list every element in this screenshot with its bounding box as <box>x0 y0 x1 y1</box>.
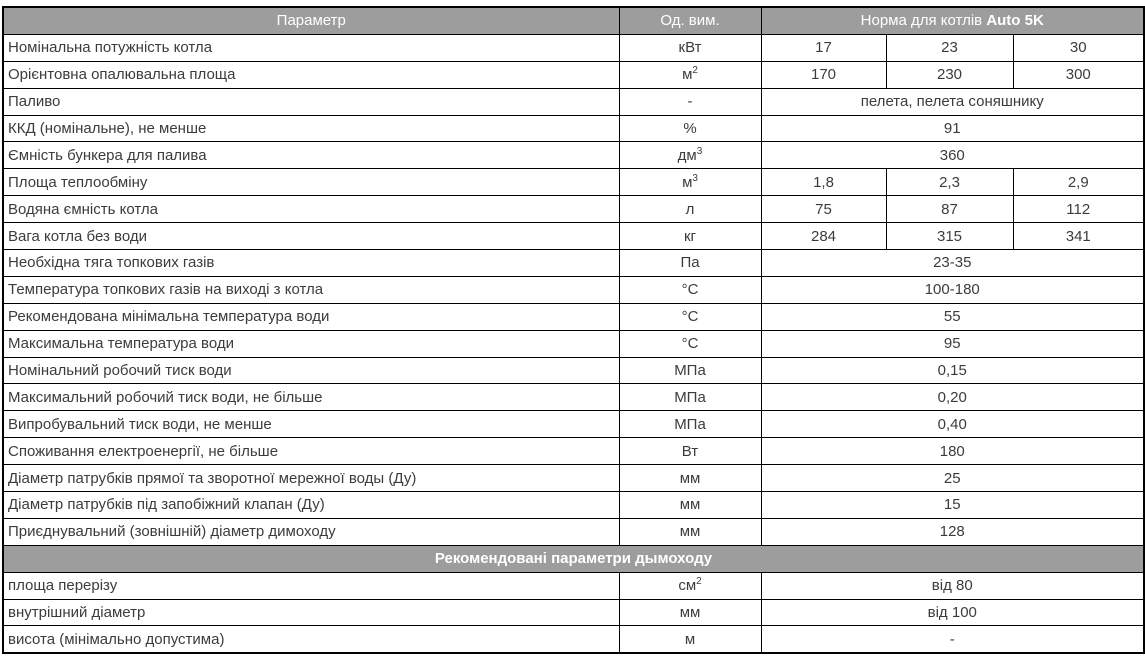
unit-cell <box>619 34 761 61</box>
unit-superscript: 3 <box>692 172 698 184</box>
unit-text: кг <box>683 227 697 245</box>
unit-text: МПа <box>674 362 706 380</box>
value-cell: 341 <box>1013 223 1144 250</box>
value-cell: 25 <box>761 465 1144 492</box>
unit-cell <box>619 250 761 277</box>
header-unit: Од. вим. <box>619 7 761 34</box>
unit-text: л <box>685 200 695 218</box>
unit-text: м <box>682 66 693 84</box>
unit-text: МПа <box>674 388 706 406</box>
value-cell: 360 <box>761 142 1144 169</box>
unit-text: мм <box>679 496 701 514</box>
boiler-spec-table <box>2 6 1145 654</box>
unit-superscript: 3 <box>696 145 703 157</box>
table-row <box>3 115 1144 142</box>
unit-text: см <box>678 577 697 595</box>
unit-cell <box>619 518 761 545</box>
section-header-cell: Рекомендовані параметри дымоходу <box>3 545 1144 572</box>
table-row <box>3 88 1144 115</box>
parameter-cell: Номінальний робочий тиск води <box>3 357 619 384</box>
value-cell: 91 <box>761 115 1144 142</box>
unit-cell <box>619 492 761 519</box>
parameter-cell: ККД (номінальне), не менше <box>3 115 619 142</box>
value-cell: 15 <box>761 492 1144 519</box>
table-row <box>3 330 1144 357</box>
parameter-cell: Номінальна потужність котла <box>3 34 619 61</box>
unit-text: Вт <box>681 442 699 460</box>
value-cell: 2,3 <box>886 169 1013 196</box>
value-cell: 55 <box>761 303 1144 330</box>
unit-text: м <box>682 173 693 191</box>
unit-cell <box>619 303 761 330</box>
unit-cell <box>619 465 761 492</box>
table-row <box>3 572 1144 599</box>
unit-text: МПа <box>674 415 706 433</box>
parameter-cell: Максимальна температура води <box>3 330 619 357</box>
unit-text: кВт <box>678 39 702 57</box>
unit-cell <box>619 142 761 169</box>
parameter-cell: Ємність бункера для палива <box>3 142 619 169</box>
table-row <box>3 276 1144 303</box>
unit-cell <box>619 276 761 303</box>
table-row <box>3 357 1144 384</box>
value-cell: 100-180 <box>761 276 1144 303</box>
table-row <box>3 492 1144 519</box>
parameter-cell: Водяна ємність котла <box>3 196 619 223</box>
table-header-row <box>3 7 1144 34</box>
unit-superscript: 2 <box>692 65 698 77</box>
parameter-cell: Приєднувальний (зовнішній) діаметр димоходу <box>3 518 619 545</box>
value-cell: 30 <box>1013 34 1144 61</box>
parameter-cell: площа перерізу <box>3 572 619 599</box>
header-parameter: Параметр <box>3 7 619 34</box>
table-row <box>3 223 1144 250</box>
table-row <box>3 518 1144 545</box>
unit-cell <box>619 599 761 626</box>
unit-text: °С <box>681 281 699 299</box>
parameter-cell: Площа теплообміну <box>3 169 619 196</box>
unit-cell <box>619 330 761 357</box>
table-row <box>3 411 1144 438</box>
value-cell: 17 <box>761 34 886 61</box>
unit-cell <box>619 88 761 115</box>
unit-text: мм <box>679 469 701 487</box>
value-cell: пелета, пелета соняшнику <box>761 88 1144 115</box>
value-cell: 128 <box>761 518 1144 545</box>
unit-superscript: 2 <box>696 576 702 588</box>
table-row <box>3 303 1144 330</box>
table-body <box>3 34 1144 653</box>
table-row <box>3 626 1144 653</box>
value-cell: 180 <box>761 438 1144 465</box>
header-norm-prefix: Норма для котлів <box>860 12 987 30</box>
unit-text: мм <box>679 604 701 622</box>
table-row <box>3 196 1144 223</box>
table-row <box>3 250 1144 277</box>
parameter-cell: Випробувальний тиск води, не менше <box>3 411 619 438</box>
unit-cell <box>619 61 761 88</box>
unit-cell <box>619 626 761 653</box>
parameter-cell: Діаметр патрубків під запобіжний клапан (Ду) <box>3 492 619 519</box>
value-cell: 2,9 <box>1013 169 1144 196</box>
unit-text: дм <box>677 146 697 164</box>
parameter-cell: Температура топкових газів на виході з котла <box>3 276 619 303</box>
table-row <box>3 465 1144 492</box>
value-cell: 0,15 <box>761 357 1144 384</box>
value-cell: 315 <box>886 223 1013 250</box>
table-row <box>3 61 1144 88</box>
value-cell: від 100 <box>761 599 1144 626</box>
parameter-cell: Максимальний робочий тиск води, не більше <box>3 384 619 411</box>
unit-text: °С <box>681 335 699 353</box>
value-cell: 1,8 <box>761 169 886 196</box>
unit-text: °С <box>681 308 699 326</box>
value-cell: від 80 <box>761 572 1144 599</box>
parameter-cell: Орієнтовна опалювальна площа <box>3 61 619 88</box>
value-cell: 0,40 <box>761 411 1144 438</box>
value-cell: 284 <box>761 223 886 250</box>
header-norm <box>761 7 1144 34</box>
parameter-cell: Діаметр патрубків прямої та зворотної мережної воды (Ду) <box>3 465 619 492</box>
parameter-cell: Паливо <box>3 88 619 115</box>
table-row <box>3 142 1144 169</box>
unit-text: Па <box>680 254 700 272</box>
table-row <box>3 599 1144 626</box>
parameter-cell: Споживання електроенергії, не більше <box>3 438 619 465</box>
value-cell: 23-35 <box>761 250 1144 277</box>
unit-cell <box>619 115 761 142</box>
unit-text: - <box>687 93 693 111</box>
value-cell: 23 <box>886 34 1013 61</box>
unit-cell <box>619 223 761 250</box>
parameter-cell: висота (мінімально допустима) <box>3 626 619 653</box>
value-cell: 300 <box>1013 61 1144 88</box>
unit-cell <box>619 169 761 196</box>
unit-text: % <box>683 120 697 137</box>
unit-cell <box>619 572 761 599</box>
table-row <box>3 34 1144 61</box>
unit-cell <box>619 411 761 438</box>
table-row <box>3 438 1144 465</box>
unit-cell <box>619 384 761 411</box>
unit-cell <box>619 438 761 465</box>
section-header-row <box>3 545 1144 572</box>
unit-text: м <box>684 630 696 648</box>
unit-text: мм <box>679 523 701 541</box>
table-row <box>3 384 1144 411</box>
unit-cell <box>619 196 761 223</box>
table-row <box>3 169 1144 196</box>
parameter-cell: Рекомендована мінімальна температура води <box>3 303 619 330</box>
header-norm-model: Auto 5K <box>986 12 1044 30</box>
value-cell: 230 <box>886 61 1013 88</box>
parameter-cell: внутрішний діаметр <box>3 599 619 626</box>
value-cell: 87 <box>886 196 1013 223</box>
value-cell: - <box>761 626 1144 653</box>
value-cell: 95 <box>761 330 1144 357</box>
value-cell: 0,20 <box>761 384 1144 411</box>
value-cell: 170 <box>761 61 886 88</box>
parameter-cell: Вага котла без води <box>3 223 619 250</box>
value-cell: 75 <box>761 196 886 223</box>
value-cell: 112 <box>1013 196 1144 223</box>
parameter-cell: Необхідна тяга топкових газів <box>3 250 619 277</box>
unit-cell <box>619 357 761 384</box>
